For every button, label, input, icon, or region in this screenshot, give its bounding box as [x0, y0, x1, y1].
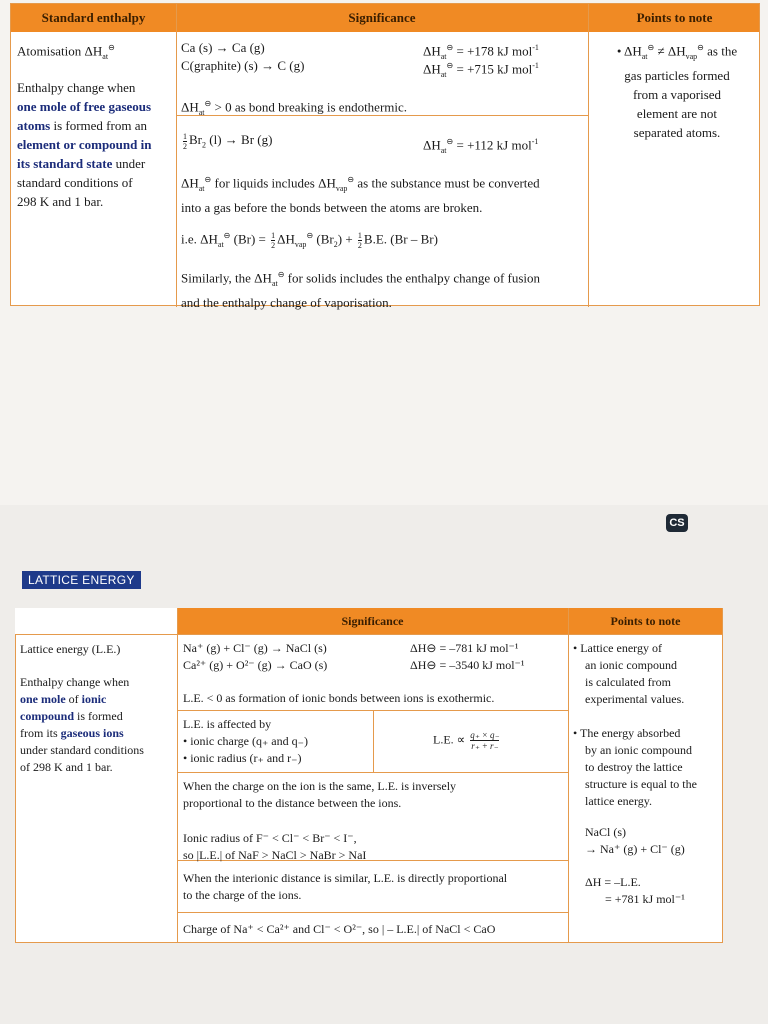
- equation-bromine-value: $\Delta H_{at}^⊖ = +112$ kJ mol$^{-1}$: [423, 137, 539, 155]
- exothermic-condition: L.E. < 0 as formation of ionic bonds between ions is exothermic.: [183, 691, 495, 705]
- divider: [15, 942, 723, 943]
- header-standard-enthalpy: Standard enthalpy: [41, 10, 146, 25]
- equation-calcium-value: $\Delta H_{at}^⊖ = +178$ kJ mol$^{-1}$: [423, 43, 539, 61]
- divider: [15, 634, 723, 635]
- lattice-energy-definition: Enthalpy change when one mole of ionic compound is formed from its gaseous ions under standard conditions of 298 K and 1 bar.: [20, 675, 144, 774]
- equation-carbon: C(graphite) (s) → C (g): [181, 58, 305, 73]
- endothermic-condition: $\Delta H_{at}^⊖ > 0$ as bond breaking is endothermic.: [181, 99, 408, 117]
- header-significance: Significance: [348, 10, 416, 25]
- lattice-energy-label: Lattice energy (L.E.): [20, 642, 121, 656]
- equation-sodium-chloride-value: ΔH⊖ = –781 kJ mol⁻¹: [410, 641, 519, 655]
- proportionality: L.E. ∝ $\frac{q_+ \times q_-}{r_+ + r_-}$: [433, 730, 500, 751]
- divider: [176, 4, 177, 307]
- interionic-distance-note: When the interionic distance is similar, L.E. is directly proportional to the charge of the ions.: [183, 871, 508, 902]
- ionic-radius-note: Ionic radius of F⁻ < Cl⁻ < Br⁻ < I⁻, so |L.E.| of NaF > NaCl > NaBr > NaI: [183, 831, 367, 862]
- solids-note: Similarly, the $\Delta H_{at}^⊖$ for solids includes the enthalpy change of fusion and the enthalpy change of vaporisation.: [181, 270, 541, 310]
- divider: [15, 634, 16, 943]
- divider: [177, 772, 568, 773]
- note-energy-absorbed: • The energy absorbed by an ionic compound to destroy the lattice structure is equal to the lattice energy.: [573, 726, 697, 808]
- divider: [722, 608, 723, 943]
- atomisation-label: Atomisation $\Delta H_{at}^⊖$: [17, 43, 115, 61]
- equation-calcium-oxide: Ca²⁺ (g) + O²⁻ (g) → CaO (s): [183, 658, 328, 672]
- liquids-note: $\Delta H_{at}^⊖$ for liquids includes $\Delta H_{vap}^⊖$ as the substance must be converted into a gas before the bonds between the atoms are broken.: [181, 175, 540, 215]
- atomisation-definition: Enthalpy change when one mole of free gaseous atoms is formed from an element or compound in its standard state under standard conditions of 298 K and 1 bar.: [17, 80, 152, 209]
- header-points-to-note: Points to note: [636, 10, 713, 25]
- ie-relation: i.e. $\Delta H_{at}^⊖$ (Br) = $\frac{1}{2}$ $\Delta H_{vap}^⊖$ $(Br_2)$ + $\frac{1}{2}$ B.E. (Br – Br): [181, 230, 438, 250]
- lattice-energy-title: LATTICE ENERGY: [22, 571, 141, 589]
- atomisation-note: • $\Delta H_{at}^⊖ \ne \Delta H_{vap}^⊖$ as the gas particles formed from a vaporised element are not separated atoms.: [616, 43, 738, 140]
- divider: [568, 608, 569, 943]
- equation-bromine: $\frac{1}{2}$ $Br_2$ (l) → Br (g): [183, 131, 273, 151]
- divider: [177, 608, 178, 943]
- note-calculated: • Lattice energy of an ionic compound is calculated from experimental values.: [573, 641, 685, 706]
- equation-carbon-value: $\Delta H_{at}^⊖ = +715$ kJ mol$^{-1}$: [423, 61, 539, 79]
- divider: [177, 912, 568, 913]
- charge-same-note: When the charge on the ion is the same, L.E. is inversely proportional to the distance between the ions.: [183, 779, 457, 810]
- cs-logo: CS: [666, 514, 688, 532]
- note-enthalpy-value: ΔH = –L.E. = +781 kJ mol⁻¹: [585, 875, 685, 906]
- header-significance: Significance: [341, 614, 404, 628]
- divider: [588, 4, 589, 307]
- atomisation-table: [10, 3, 760, 310]
- affected-by: L.E. is affected by • ionic charge (q₊ and q₋) • ionic radius (r₊ and r₋): [183, 717, 308, 765]
- note-nacl-equation: NaCl (s) → Na⁺ (g) + Cl⁻ (g): [585, 825, 685, 856]
- lattice-energy-table: [15, 608, 723, 943]
- divider: [373, 710, 374, 772]
- header-points-to-note: Points to note: [610, 614, 681, 628]
- equation-calcium: Ca (s) → Ca (g): [181, 40, 265, 55]
- charge-comparison: Charge of Na⁺ < Ca²⁺ and Cl⁻ < O²⁻, so | – L.E.| of NaCl < CaO: [183, 922, 496, 936]
- equation-sodium-chloride: Na⁺ (g) + Cl⁻ (g) → NaCl (s): [183, 641, 327, 655]
- equation-calcium-oxide-value: ΔH⊖ = –3540 kJ mol⁻¹: [410, 658, 525, 672]
